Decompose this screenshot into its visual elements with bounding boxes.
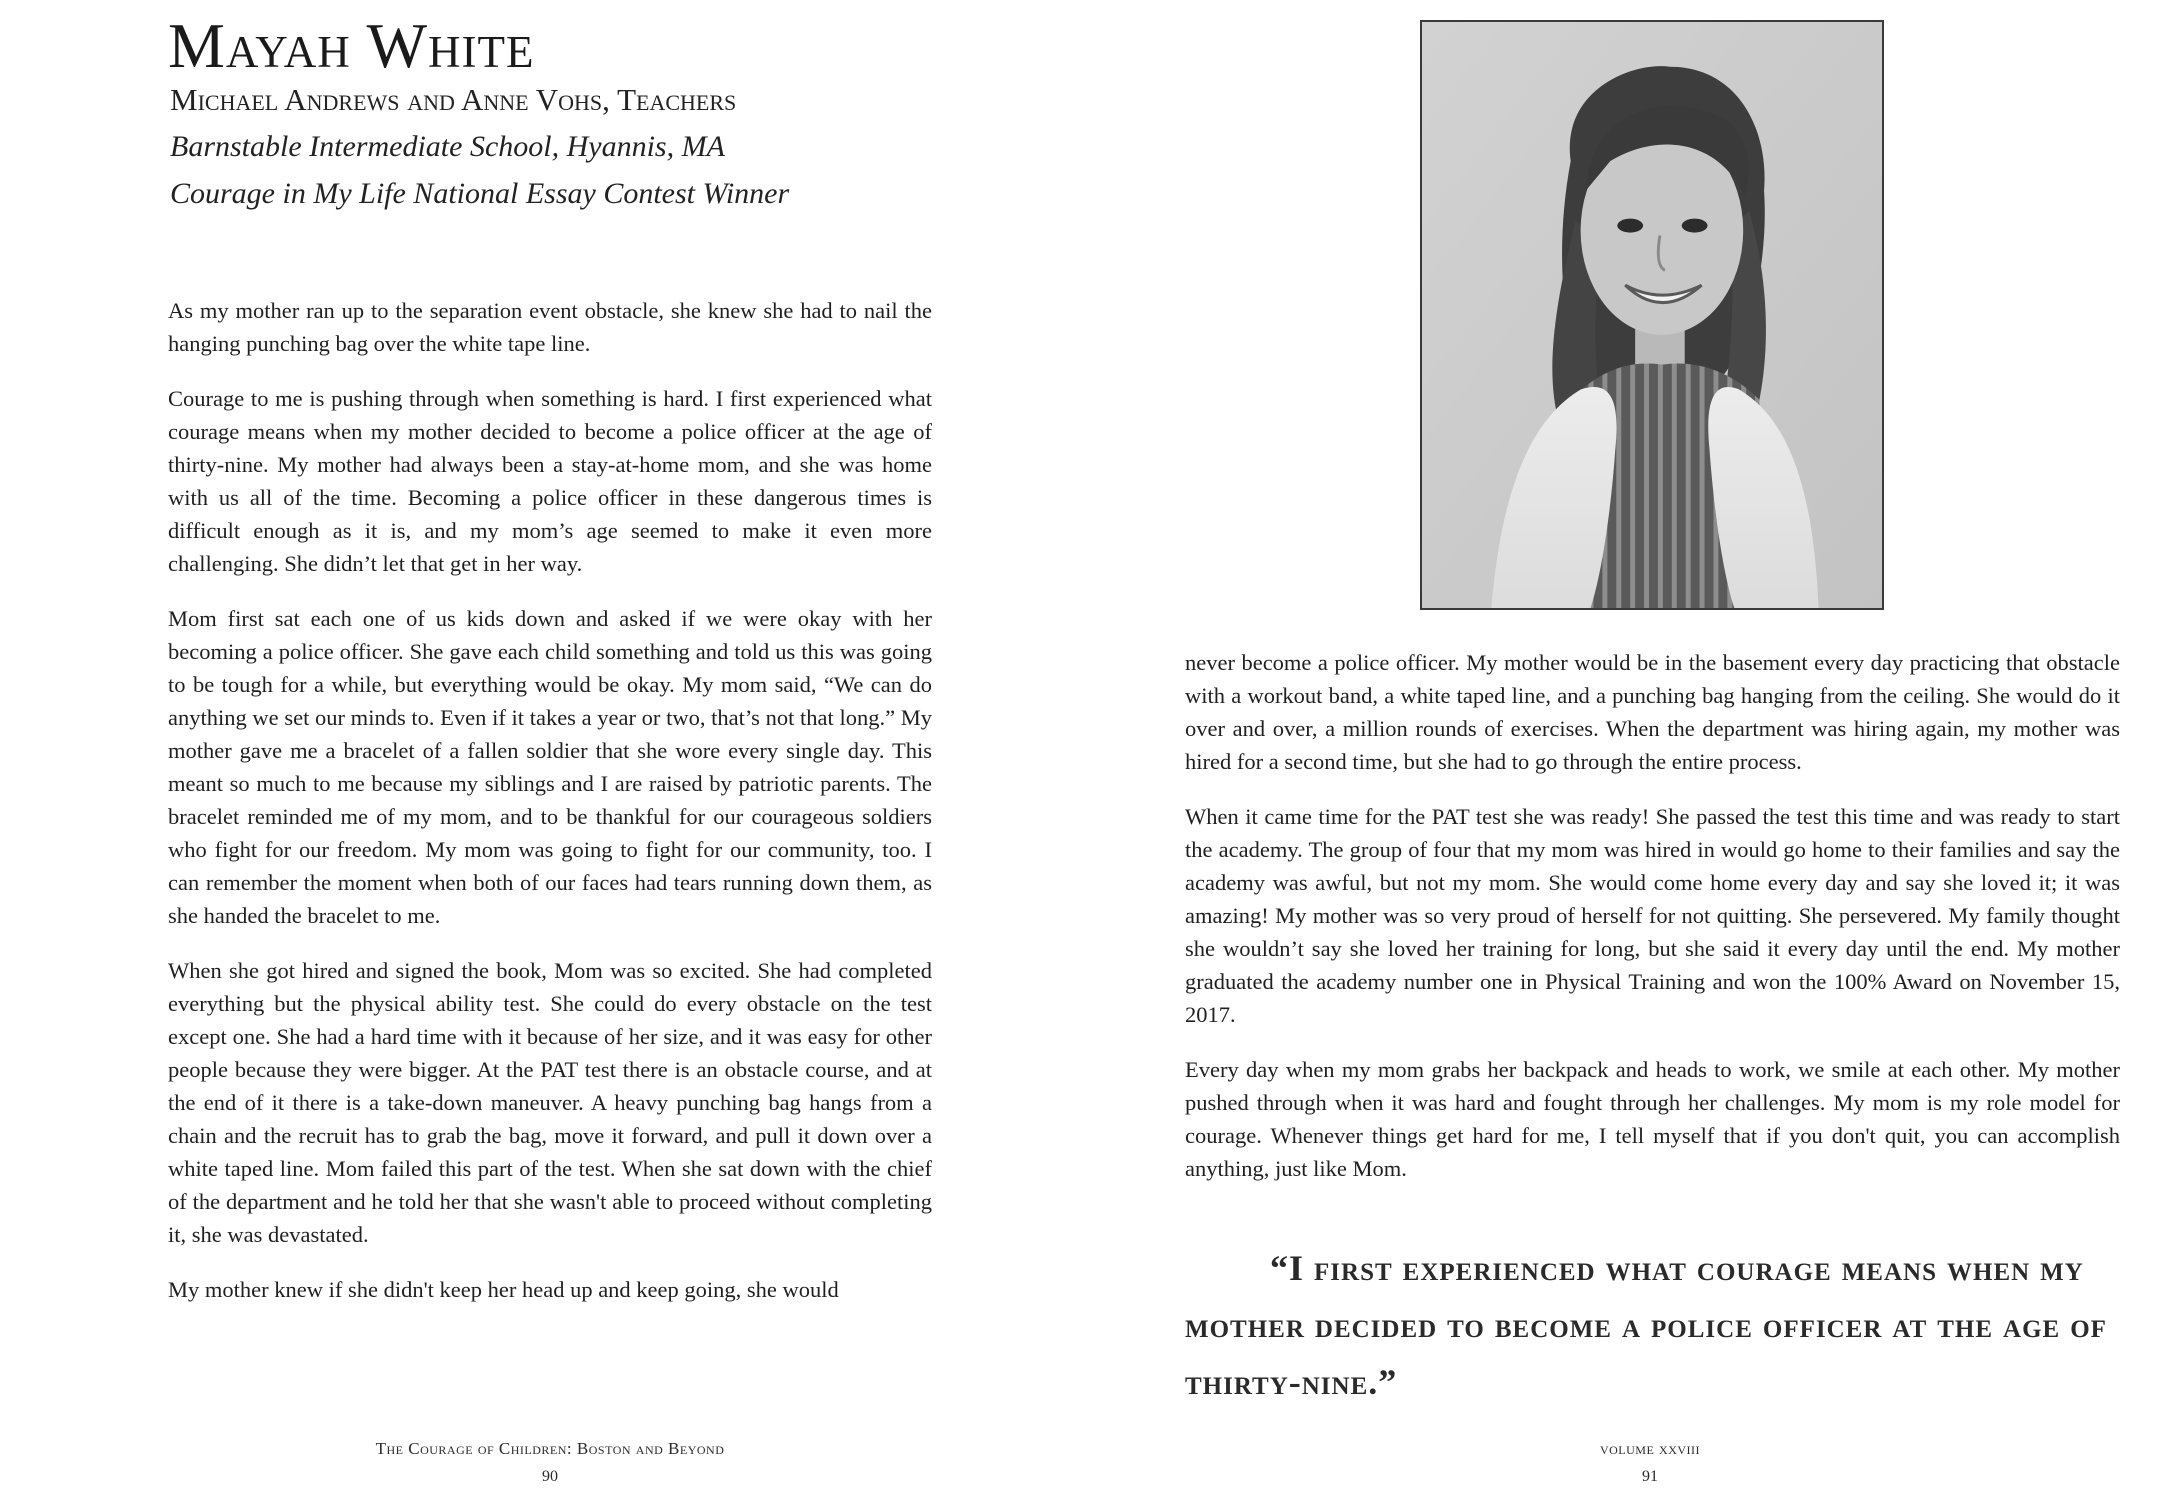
contest-line: Courage in My Life National Essay Contest Winner: [170, 177, 790, 210]
pull-quote: “I first experienced what courage means when my mother decided to become a police officer at the age of thirty-nine.”: [1185, 1248, 2107, 1402]
teachers-line: Michael Andrews and Anne Vohs, Teachers: [170, 82, 737, 117]
footer-book-title: The Courage of Children: Boston and Beyond: [375, 1439, 725, 1458]
essay-paragraph: When it came time for the PAT test she was ready! She passed the test this time and was ready to start the academy. The group of four that my mom was hired in would go home to their families and say the academy was awful, but not my mom. She would come home every day and say she loved it; it was amazing! My mother was so very proud of herself for not quitting. She persevered. My family thought she wouldn’t say she loved her training for long, but she said it every day until the end. My mother graduated the academy number one in Physical Training and won the 100% Award on November 15, 2017.: [1185, 804, 2120, 1027]
essay-paragraph: Courage to me is pushing through when something is hard. I first experienced what courage means when my mother decided to become a police officer at the age of thirty-nine. My mother had always been a stay-at-home mom, and she was home with us all of the time. Becoming a police officer in these dangerous times is difficult enough as it is, and my mom’s age seemed to make it even more challenging. She didn’t let that get in her way.: [168, 386, 932, 576]
portrait-illustration: [1422, 22, 1882, 608]
page-number: 91: [1642, 1468, 1658, 1485]
footer-volume: volume xxviii: [1599, 1439, 1701, 1458]
essay-paragraph: When she got hired and signed the book, Mom was so excited. She had completed everything but the physical ability test. She could do every obstacle on the test except one. She had a hard time with it because of her size, and it was easy for other people because they were bigger. At the PAT test there is an obstacle course, and at the end of it there is a take-down maneuver. A heavy punching bag hangs from a chain and the recruit has to grab the bag, move it forward, and pull it down over a white taped line. Mom failed this part of the test. When she sat down with the chief of the department and he told her that she wasn't able to proceed without completing it, she was devastated.: [168, 958, 932, 1247]
essay-paragraph: Every day when my mom grabs her backpack and heads to work, we smile at each other. My mother pushed through when it was hard and fought through her challenges. My mom is my role model for courage. Whenever things get hard for me, I tell myself that if you don't quit, you can accomplish anything, just like Mom.: [1185, 1057, 2120, 1181]
essay-paragraph: Mom first sat each one of us kids down and asked if we were okay with her becoming a police officer. She gave each child something and told us this was going to be tough for a while, but everything would be okay. My mom said, “We can do anything we set our minds to. Even if it takes a year or two, that’s not that long.” My mother gave me a bracelet of a fallen soldier that she wore every single day. This meant so much to me because my siblings and I are raised by patriotic parents. The bracelet reminded me of my mom, and to be thankful for our courageous soldiers who fight for our freedom. My mom was going to fight for our community, too. I can remember the moment when both of our faces had tears running down them, as she handed the bracelet to me.: [168, 606, 932, 928]
school-line: Barnstable Intermediate School, Hyannis, MA: [170, 130, 725, 163]
page-number: 90: [542, 1468, 558, 1485]
essay-paragraph: never become a police officer. My mother would be in the basement every day practicing that obstacle with a workout band, a white taped line, and a punching bag hanging from the ceiling. She would do it over and over, a million rounds of exercises. When the department was hiring again, my mother was hired for a second time, but she had to go through the entire process.: [1185, 650, 2120, 774]
essay-paragraph: As my mother ran up to the separation event obstacle, she knew she had to nail the hanging punching bag over the white tape line.: [168, 298, 932, 356]
student-portrait-photo: [1420, 20, 1884, 610]
left-essay-column: [168, 294, 932, 1328]
right-essay-column: [1185, 646, 2120, 1207]
essay-paragraph: My mother knew if she didn't keep her head up and keep going, she would: [168, 1277, 839, 1302]
author-name: Mayah White: [168, 10, 535, 81]
